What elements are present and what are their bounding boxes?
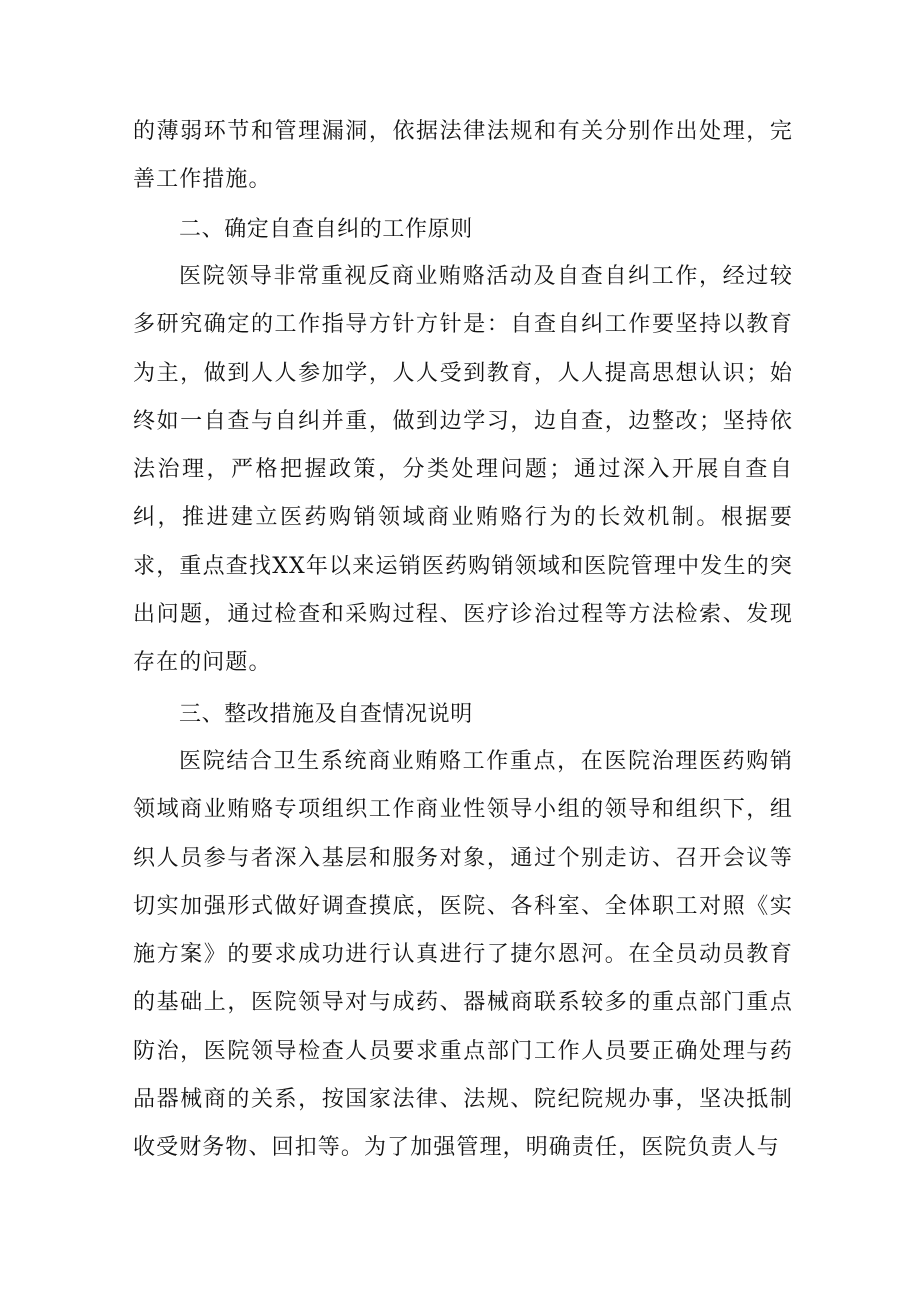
section-2-paragraph: 医院领导非常重视反商业贿赂活动及自查自纠工作，经过较多研究确定的工作指导方针方针是：自查自纠工作要坚持以教育为主，做到人人参加学，人人受到教育，人人提高思想认识；始终如一自查与自纠并重，做到边学习，边自查，边整改；坚持依法治理，严格把握政策，分类处理问题；通过深入开展自查自纠，推进建立医药购销领域商业贿赂行为的长效机制。根据要求，重点查找XX年以来运销医药购销领域和医院管理中发生的突出问题，通过检查和采购过程、医疗诊治过程等方法检索、发现存在的问题。 [133, 264, 793, 676]
section-3-heading: 三、整改措施及自查情况说明 [179, 702, 473, 727]
paragraph-continuation: 的薄弱环节和管理漏洞，依据法律法规和有关分别作出处理，完善工作措施。 [133, 119, 793, 193]
section-2-heading: 二、确定自查自纠的工作原则 [179, 217, 473, 242]
section-3-paragraph: 医院结合卫生系统商业贿赂工作重点，在医院治理医药购销领域商业贿赂专项组织工作商业性领导小组的领导和组织下，组织人员参与者深入基层和服务对象，通过个别走访、召开会议等切实加强形式做好调查摸底，医院、各科室、全体职工对照《实施方案》的要求成功进行认真进行了捷尔恩河。在全员动员教育的基础上，医院领导对与成药、器械商联系较多的重点部门重点防治，医院领导检查人员要求重点部门工作人员要正确处理与药品器械商的关系，按国家法律、法规、院纪院规办事，坚决抵制收受财务物、回扣等。为了加强管理，明确责任，医院负责人与 [133, 749, 793, 1161]
